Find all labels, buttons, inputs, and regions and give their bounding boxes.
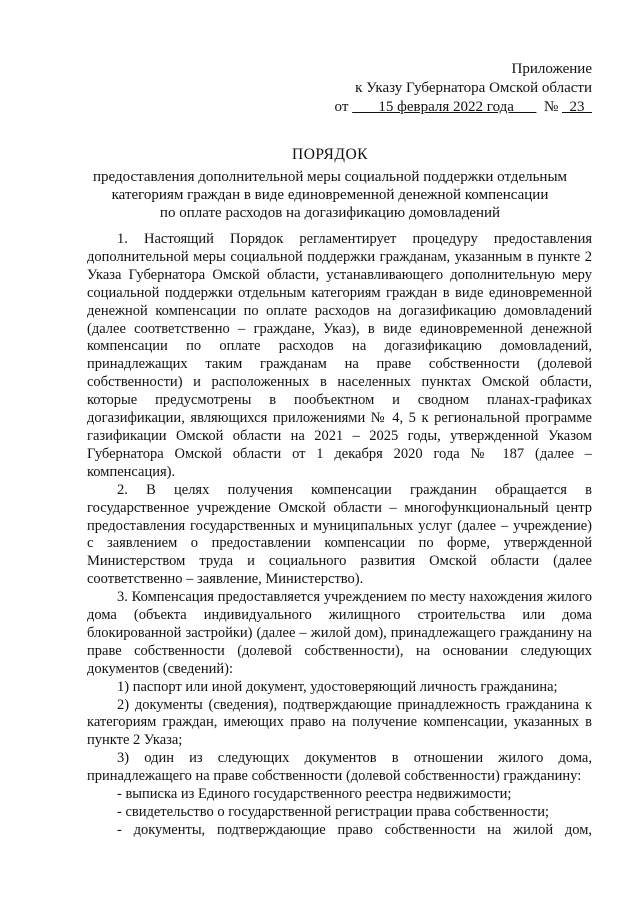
title-subtitle-line-3: по оплате расходов на догазификацию домовладений xyxy=(159,205,501,221)
appendix-decree-reference: к Указу Губернатора Омской области xyxy=(355,80,592,96)
title-subtitle-line-2: категориям граждан в виде единовременной денежной компенсации xyxy=(111,187,549,203)
appendix-label: Приложение xyxy=(511,61,592,77)
appendix-date: 15 февраля 2022 года xyxy=(378,99,514,115)
list-item-registry-extract: - выписка из Единого государственного реестра недвижимости; xyxy=(117,786,512,803)
list-item-ownership-documents: - документы, подтверждающие право собственности на жилой дом, xyxy=(117,821,592,838)
title-heading: ПОРЯДОК xyxy=(292,146,368,163)
appendix-from-label: от xyxy=(334,99,349,115)
appendix-date-line xyxy=(335,98,592,117)
document-body xyxy=(87,231,592,840)
appendix-block xyxy=(335,60,592,117)
title-subtitle-line-1: предоставления дополнительной меры социальной поддержки отдельным xyxy=(92,169,568,185)
paragraph-3-item-1: 1) паспорт или иной документ, удостоверяющий личность гражданина; xyxy=(117,678,558,695)
appendix-number: 23 xyxy=(569,99,585,115)
paragraph-3-item-3: 3) один из следующих документов в отношении жилого дома, принадлежащего на праве собственности (долевой собственности) гражданину: xyxy=(87,750,592,785)
paragraph-2: 2. В целях получения компенсации гражданин обращается в государственное учреждение Омской области – многофункциональный центр предоставления государственных и муниципальных услуг (далее – учреждение) с заявлением о предоставлении компенсации по форме, утвержденной Министерством труда и социального развития Омской области (далее соответственно – заявление, Министерство). xyxy=(87,481,592,588)
appendix-number-label: № xyxy=(543,99,559,115)
list-item-registration-certificate: - свидетельство о государственной регистрации права собственности; xyxy=(117,804,549,820)
paragraph-1: 1. Настоящий Порядок регламентирует процедуру предоставления дополнительной меры социальной поддержки гражданам, указанным в пункте 2 Указа Губернатора Омской области, устанавливающего дополнительную меру социальной поддержки отдельным категориям граждан в виде единовременной денежной компенсации по оплате расходов на догазификацию домовладений (далее соответственно – граждане, Указ), в виде единовременной денежной компенсации по оплате расходов на догазификацию домовладений, принадлежащих таким гражданам на праве собственности (долевой собственности) и расположенных в населенных пунктах Омской области, которые предусмотрены в пообъектном и сводном планах-графиках догазификации, являющихся приложениями № 4, 5 к региональной программе газификации Омской области на 2021 – 2025 годы, утвержденной Указом Губернатора Омской области от 1 декабря 2020 года № 187 (далее – компенсация). xyxy=(87,231,592,480)
document-title xyxy=(60,146,600,222)
paragraph-3: 3. Компенсация предоставляется учреждением по месту нахождения жилого дома (объекта индивидуального жилищного строительства или дома блокированной застройки) (далее – жилой дом), принадлежащего гражданину на праве собственности (долевой собственности), на основании следующих документов (сведений): xyxy=(87,589,592,677)
paragraph-3-item-2: 2) документы (сведения), подтверждающие принадлежность гражданина к категориям граждан, имеющих право на получение компенсации, указанных в пункте 2 Указа; xyxy=(87,696,592,749)
